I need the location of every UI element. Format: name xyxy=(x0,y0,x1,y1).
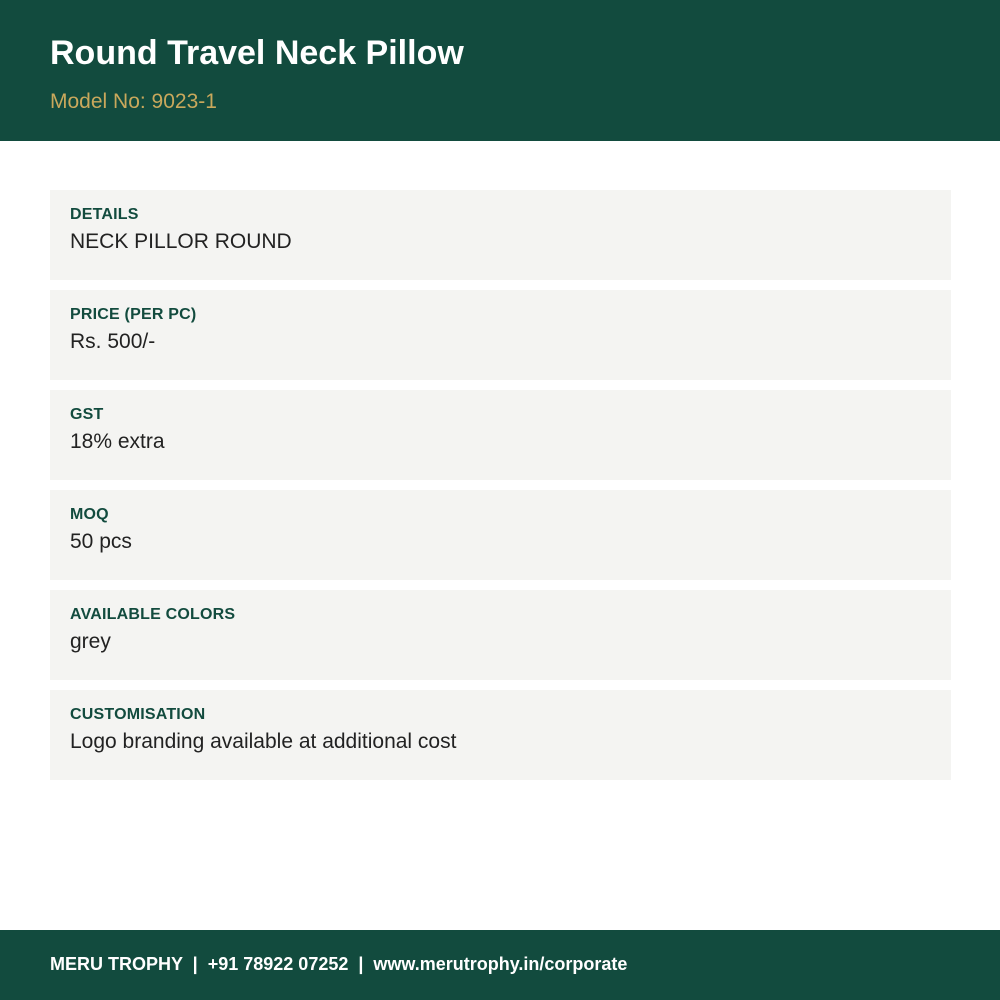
detail-value: 50 pcs xyxy=(70,530,132,553)
detail-label: MOQ xyxy=(70,506,109,523)
detail-label: CUSTOMISATION xyxy=(70,706,206,723)
detail-row-customisation xyxy=(50,690,951,780)
detail-label: DETAILS xyxy=(70,206,139,223)
model-number: Model No: 9023-1 xyxy=(50,90,217,113)
footer-contact-info: MERU TROPHY | +91 78922 07252 | www.merutrophy.in/corporate xyxy=(50,954,628,974)
detail-label: GST xyxy=(70,406,104,423)
header-banner xyxy=(0,0,1000,141)
detail-value: NECK PILLOR ROUND xyxy=(70,230,292,253)
detail-row-moq xyxy=(50,490,951,580)
detail-value: Rs. 500/- xyxy=(70,330,156,353)
detail-value: grey xyxy=(70,630,111,653)
detail-value: 18% extra xyxy=(70,430,165,453)
detail-row-colors xyxy=(50,590,951,680)
detail-row-gst xyxy=(50,390,951,480)
details-list xyxy=(50,190,951,790)
detail-row-details xyxy=(50,190,951,280)
detail-label: PRICE (PER PC) xyxy=(70,306,197,323)
footer-banner xyxy=(0,930,1000,1000)
detail-label: AVAILABLE COLORS xyxy=(70,606,236,623)
detail-row-price xyxy=(50,290,951,380)
product-title: Round Travel Neck Pillow xyxy=(50,34,464,72)
detail-value: Logo branding available at additional cost xyxy=(70,730,457,753)
